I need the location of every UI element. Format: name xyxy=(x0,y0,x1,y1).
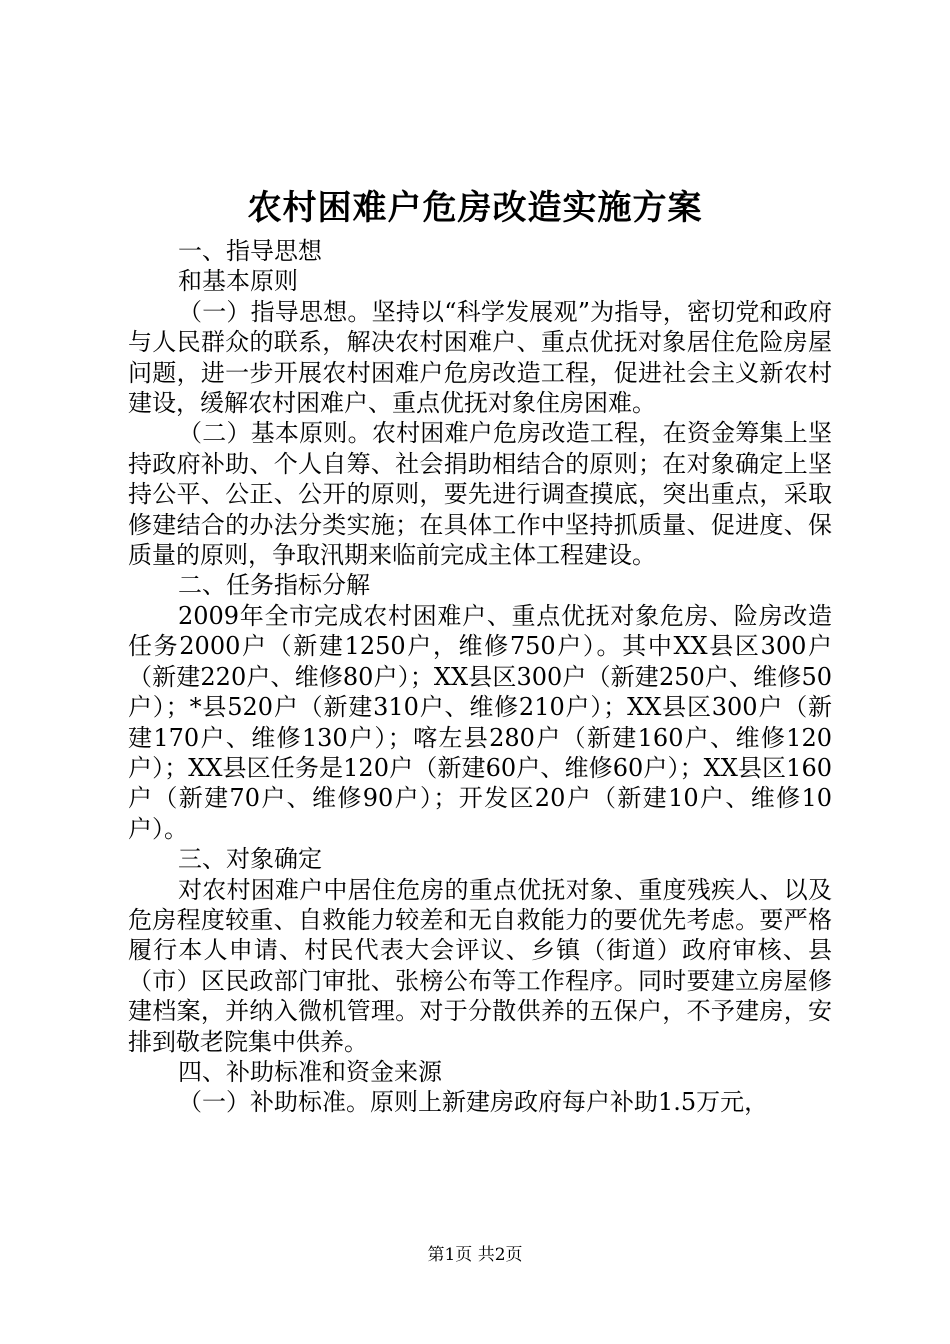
section-heading: 四、补助标准和资金来源 xyxy=(178,1057,442,1086)
section-heading: 二、任务指标分解 xyxy=(178,571,370,600)
page-number: 第1页 共2页 xyxy=(427,1245,523,1265)
body-paragraph: 对农村困难户中居住危房的重点优抚对象、重度残疾人、以及危房程度较重、自救能力较差和无自救能力的要优先考虑。要严格履行本人申请、村民代表大会评议、乡镇（街道）政府审核、县（市）区民政部门审批、张榜公布等工作程序。同时要建立房屋修建档案，并纳入微机管理。对于分散供养的五保户，不予建房，安排到敬老院集中供养。 xyxy=(128,875,832,1056)
section-heading: 和基本原则 xyxy=(178,267,298,296)
document-body xyxy=(128,236,832,1118)
body-paragraph: （一）补助标准。原则上新建房政府每户补助1.5万元， xyxy=(178,1088,769,1117)
body-paragraph: （一）指导思想。坚持以“科学发展观”为指导，密切党和政府与人民群众的联系，解决农村困难户、重点优抚对象居住危险房屋问题，进一步开展农村困难户危房改造工程，促进社会主义新农村建设，缓解农村困难户、重点优抚对象住房困难。 xyxy=(128,297,832,418)
body-paragraph: 2009年全市完成农村困难户、重点优抚对象危房、险房改造任务2000户（新建1250户，维修750户）。其中XX县区300户（新建220户、维修80户）；XX县区300户（新建250户、维修50户）；*县520户（新建310户、维修210户）；XX县区300户（新建170户、维修130户）；喀左县280户（新建160户、维修120户）；XX县区任务是120户（新建60户、维修60户）；XX县区160户（新建70户、维修90户）；开发区20户（新建10户、维修10户）。 xyxy=(128,601,832,843)
section-heading: 一、指导思想 xyxy=(178,237,322,265)
body-paragraph: （二）基本原则。农村困难户危房改造工程，在资金筹集上坚持政府补助、个人自筹、社会捐助相结合的原则；在对象确定上坚持公平、公正、公开的原则，要先进行调查摸底，突出重点，采取修建结合的办法分类实施；在具体工作中坚持抓质量、促进度、保质量的原则，争取汛期来临前完成主体工程建设。 xyxy=(128,419,832,570)
document-title: 农村困难户危房改造实施方案 xyxy=(247,188,703,228)
section-heading: 三、对象确定 xyxy=(178,845,322,874)
